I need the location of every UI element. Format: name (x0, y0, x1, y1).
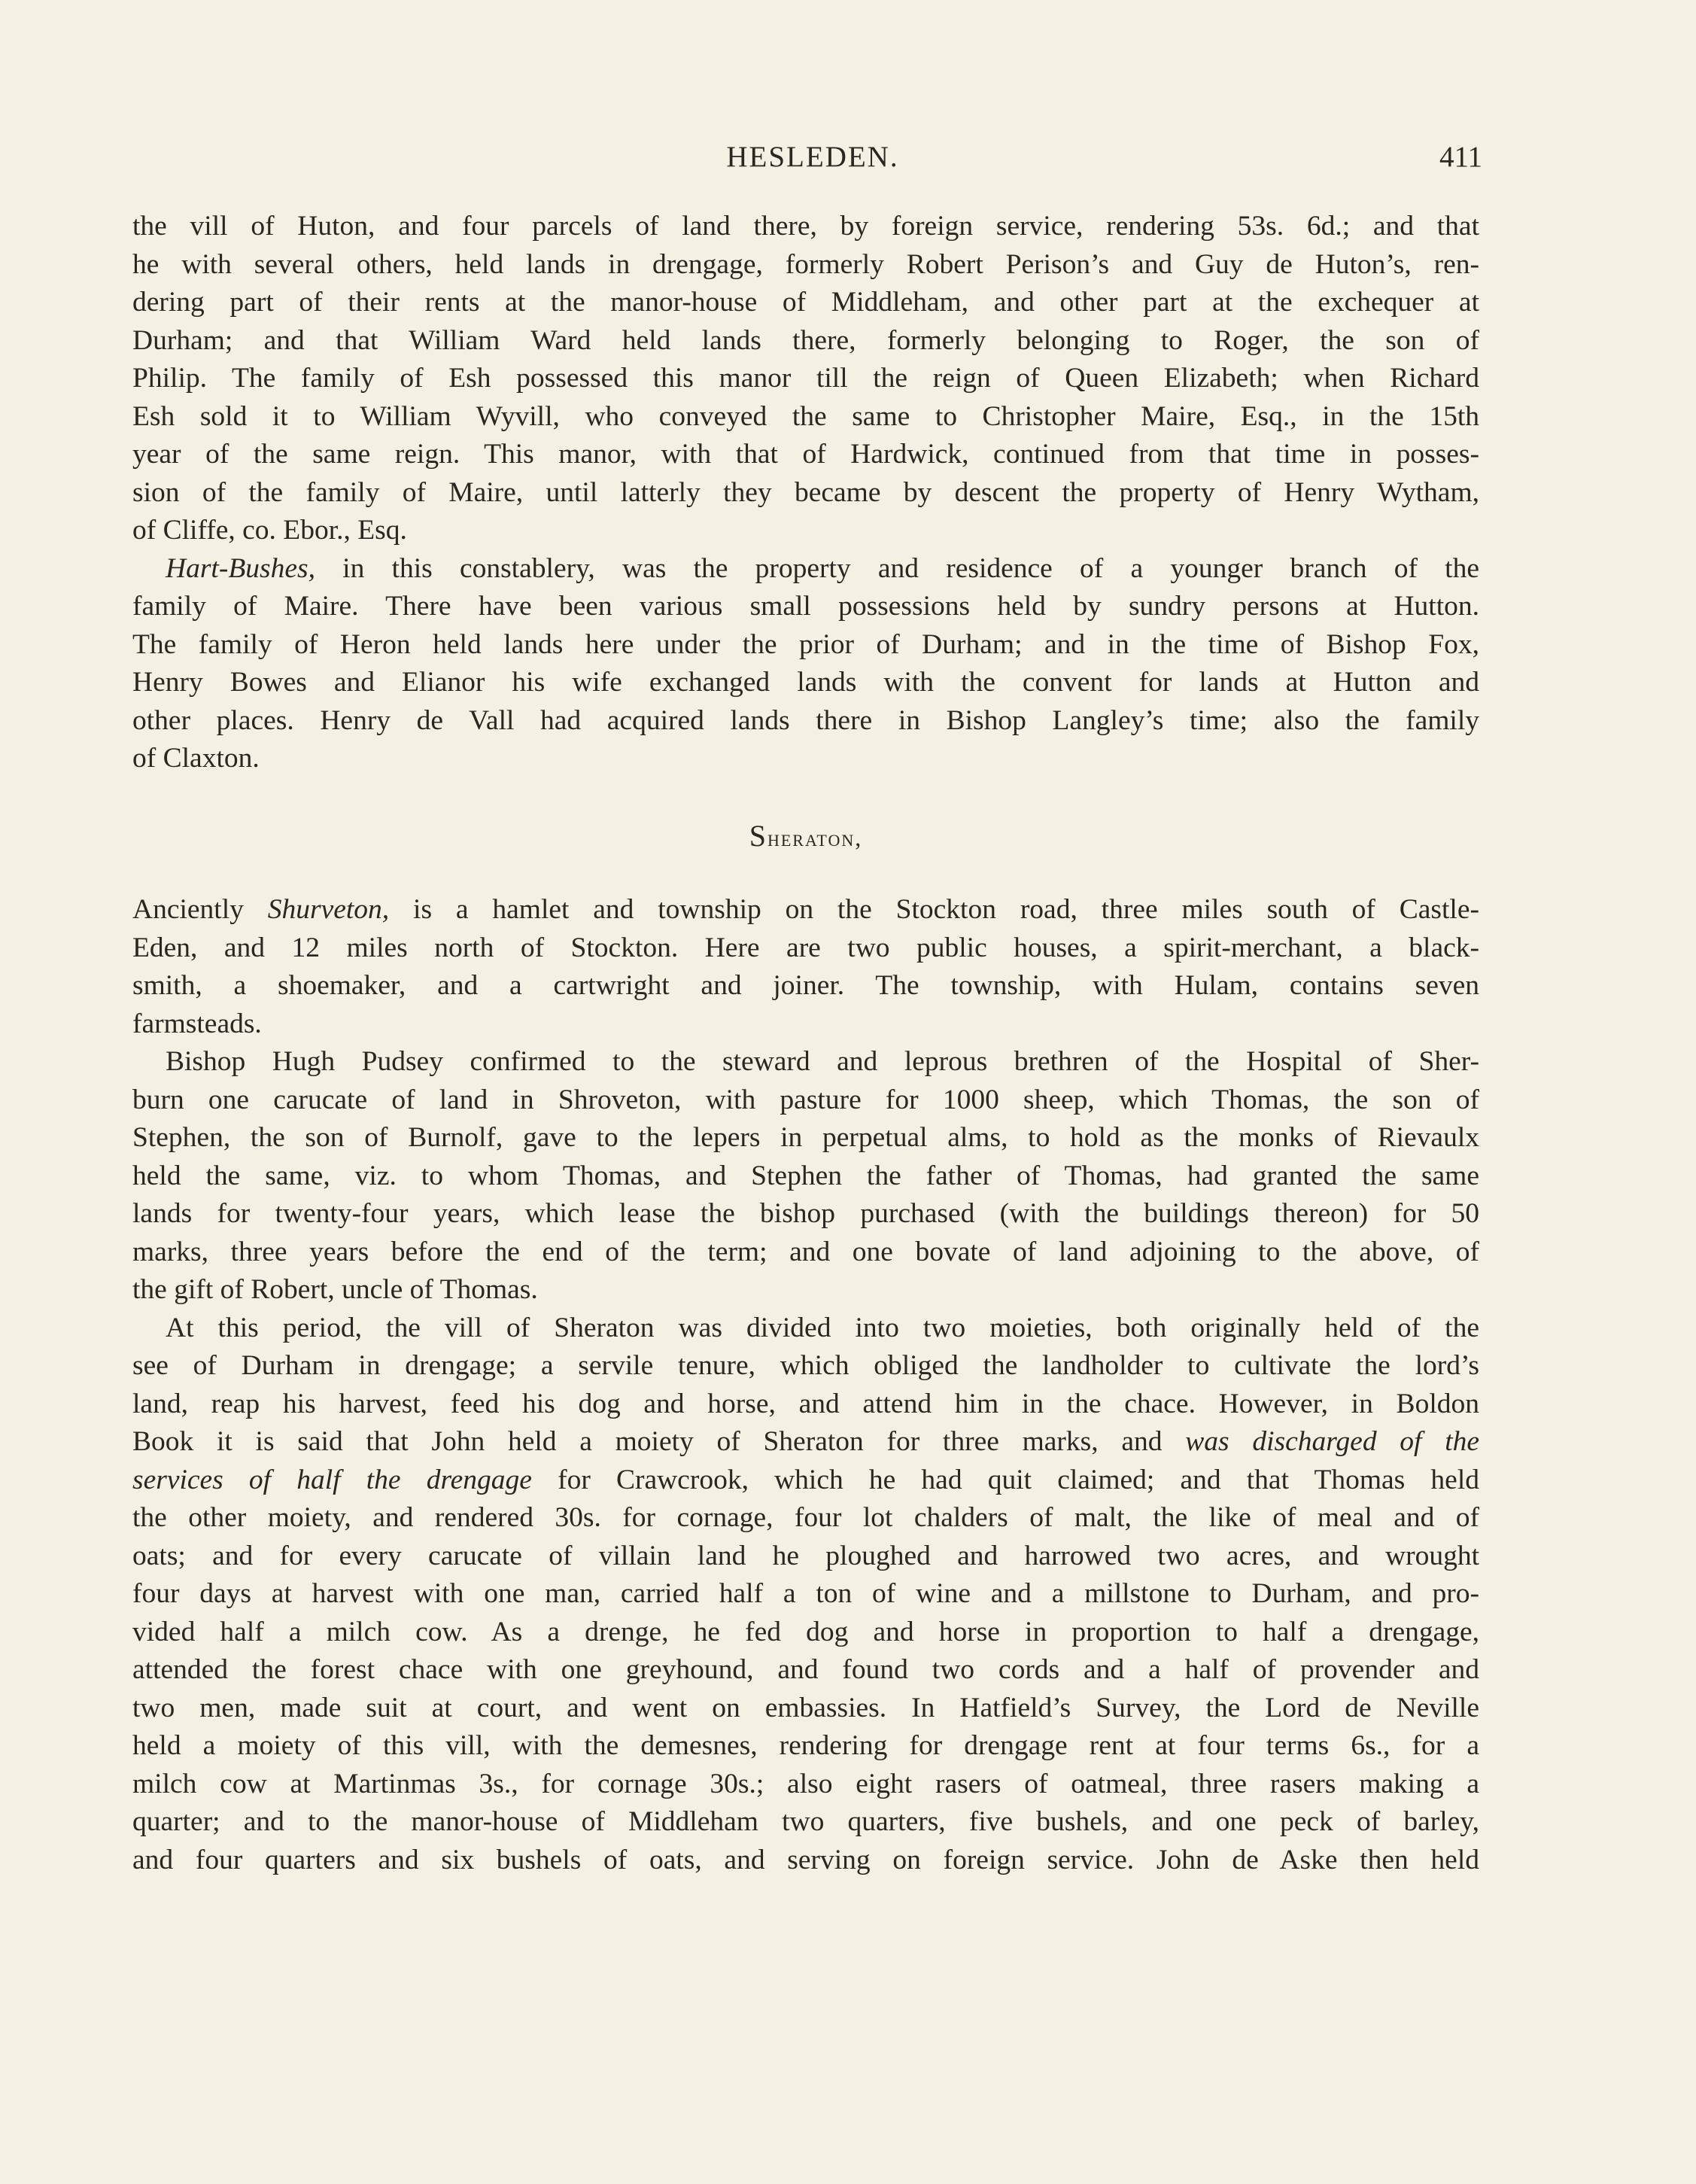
text-line: oats; and for every carucate of villain land he ploughed and harrowed two acres, and wrought (132, 1540, 1479, 1571)
section-heading-rest: heraton, (767, 823, 863, 851)
text-line: Henry Bowes and Elianor his wife exchanged lands with the convent for lands at Hutton and (132, 667, 1479, 698)
text-line: milch cow at Martinmas 3s., for cornage 30s.; also eight rasers of oatmeal, three rasers making a (132, 1768, 1479, 1799)
paragraph-moieties (132, 1309, 1479, 1880)
text-line: Bishop Hugh Pudsey confirmed to the steward and leprous brethren of the Hospital of Sher- (166, 1046, 1479, 1077)
italic-place-name: Hart-Bushes, (166, 552, 315, 584)
text-line: Philip. The family of Esh possessed this manor till the reign of Queen Elizabeth; when Richard (132, 363, 1479, 394)
text-line: family of Maire. There have been various small possessions held by sundry persons at Hutton. (132, 591, 1479, 622)
page-number: 411 (1439, 141, 1482, 173)
text-run: is a hamlet and township on the Stockton road, three miles south of Castle- (389, 894, 1479, 925)
paragraph-sheraton-intro (132, 891, 1479, 1043)
text-line: The family of Heron held lands here under the prior of Durham; and in the time of Bishop Fox, (132, 628, 1479, 660)
text-line: the vill of Huton, and four parcels of land there, by foreign service, rendering 53s. 6d.; and that (132, 211, 1479, 242)
text-line: marks, three years before the end of the term; and one bovate of land adjoining to the above, of (132, 1236, 1479, 1267)
italic-place-name: Shurveton, (267, 894, 390, 925)
text-line (132, 1462, 1479, 1500)
text-run: for Crawcrook, which he had quit claimed; and that Thomas held (531, 1464, 1479, 1495)
text-line: held a moiety of this vill, with the demesnes, rendering for drengage rent at four terms 6s., for a (132, 1730, 1479, 1761)
italic-phrase: services of half the drengage (132, 1464, 532, 1495)
text-line: smith, a shoemaker, and a cartwright and joiner. The township, with Hulam, contains seven (132, 970, 1479, 1001)
text-line: he with several others, held lands in drengage, formerly Robert Perison’s and Guy de Huton’s, ren- (132, 248, 1479, 280)
text-line: farmsteads. (132, 1008, 262, 1039)
text-line: see of Durham in drengage; a servile tenure, which obliged the landholder to cultivate the lord’s (132, 1350, 1479, 1381)
paragraph-huton (132, 208, 1479, 550)
running-head (135, 140, 1490, 179)
italic-phrase: was discharged of the (1185, 1426, 1480, 1457)
text-line: Esh sold it to William Wyvill, who conveyed the same to Christopher Maire, Esq., in the 15th (132, 400, 1479, 432)
section-heading-initial: S (749, 818, 767, 853)
paragraph-hart-bushes (132, 550, 1479, 778)
text-line: other places. Henry de Vall had acquired lands there in Bishop Langley’s time; also the family (132, 704, 1479, 736)
text-run: Anciently (132, 894, 268, 925)
text-line (132, 550, 1479, 589)
text-line: of Claxton. (132, 743, 260, 774)
text-line: land, reap his harvest, feed his dog and horse, and attend him in the chace. However, in Boldon (132, 1388, 1479, 1419)
text-line: the gift of Robert, uncle of Thomas. (132, 1274, 538, 1305)
text-line: year of the same reign. This manor, with that of Hardwick, continued from that time in posses- (132, 439, 1479, 470)
section-heading-sheraton (132, 817, 1479, 856)
text-line: of Cliffe, co. Ebor., Esq. (132, 515, 407, 546)
text-line: the other moiety, and rendered 30s. for cornage, four lot chalders of malt, the like of meal and of (132, 1502, 1479, 1533)
text-line: quarter; and to the manor-house of Middleham two quarters, five bushels, and one peck of barley, (132, 1806, 1479, 1837)
body-text (132, 208, 1479, 1879)
text-line: two men, made suit at court, and went on embassies. In Hatfield’s Survey, the Lord de Neville (132, 1692, 1479, 1723)
paragraph-pudsey (132, 1043, 1479, 1309)
text-line: four days at harvest with one man, carried half a ton of wine and a millstone to Durham, and pro- (132, 1578, 1479, 1609)
text-line: At this period, the vill of Sheraton was divided into two moieties, both originally held of the (166, 1312, 1479, 1343)
text-line: vided half a milch cow. As a drenge, he fed dog and horse in proportion to half a drengage, (132, 1616, 1479, 1647)
text-line: lands for twenty-four years, which lease the bishop purchased (with the buildings thereon) for 50 (132, 1198, 1479, 1229)
text-line (132, 891, 1479, 929)
text-line (132, 1423, 1479, 1462)
text-line: attended the forest chace with one greyhound, and found two cords and a half of provender and (132, 1654, 1479, 1685)
text-line: Eden, and 12 miles north of Stockton. Here are two public houses, a spirit-merchant, a black- (132, 932, 1479, 963)
text-run: Book it is said that John held a moiety of Sheraton for three marks, and (132, 1426, 1186, 1457)
text-run: in this constablery, was the property and residence of a younger branch of the (315, 552, 1479, 584)
text-line: dering part of their rents at the manor-house of Middleham, and other part at the exchequer at (132, 287, 1479, 318)
text-line: Stephen, the son of Burnolf, gave to the lepers in perpetual alms, to hold as the monks of Rievaulx (132, 1122, 1479, 1153)
running-head-title: HESLEDEN. (726, 141, 899, 173)
text-line: Durham; and that William Ward held lands there, formerly belonging to Roger, the son of (132, 324, 1479, 356)
text-line: held the same, viz. to whom Thomas, and Stephen the father of Thomas, had granted the same (132, 1160, 1479, 1191)
text-line: and four quarters and six bushels of oats, and serving on foreign service. John de Aske then held (132, 1844, 1479, 1875)
text-line: burn one carucate of land in Shroveton, with pasture for 1000 sheep, which Thomas, the son of (132, 1084, 1479, 1115)
text-line: sion of the family of Maire, until latterly they became by descent the property of Henry Wytham, (132, 476, 1479, 508)
